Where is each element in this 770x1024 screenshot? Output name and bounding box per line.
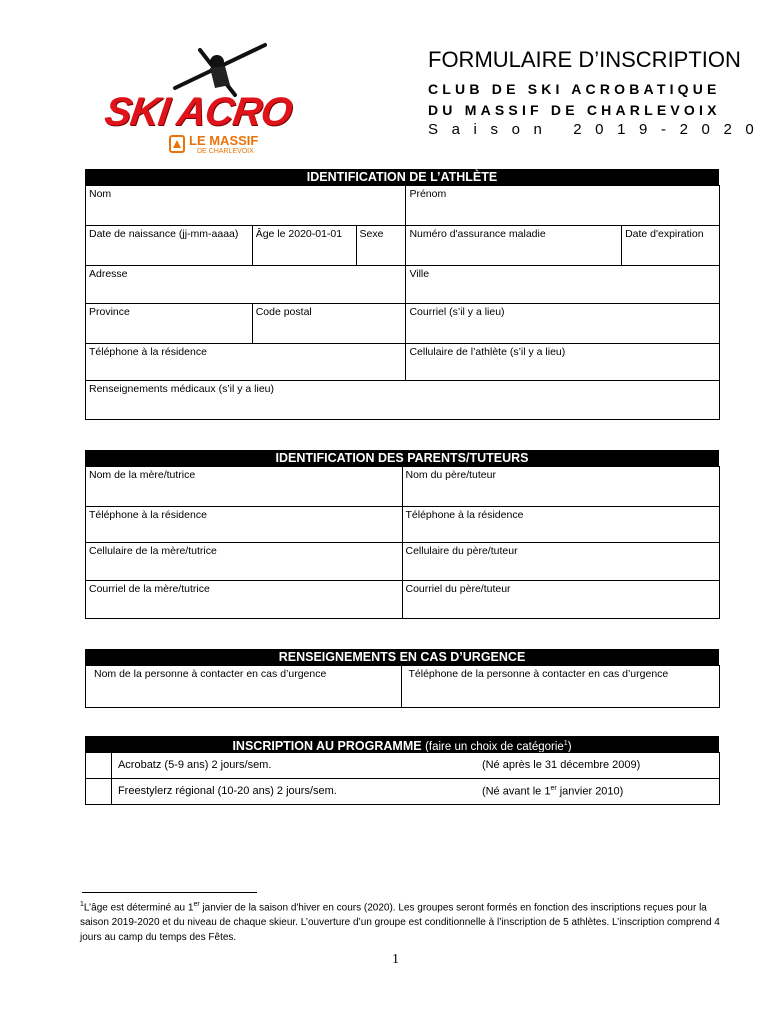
programme-note-acrobatz (482, 759, 640, 771)
sexe-field[interactable] (356, 226, 406, 266)
nom-mere-label: Nom de la mère/tutrice (89, 469, 196, 481)
courriel-mere-label: Courriel de la mère/tutrice (89, 583, 210, 595)
programme-checkbox-acrobatz[interactable] (86, 753, 112, 779)
province-field[interactable] (86, 304, 253, 344)
assurance-label: Numéro d'assurance maladie (409, 228, 546, 240)
cell-pere-field[interactable] (402, 543, 720, 581)
courriel-pere-label: Courriel du père/tuteur (405, 583, 511, 595)
programme-row-acrobatz (111, 753, 719, 779)
code-postal-field[interactable] (252, 304, 406, 344)
cell-mere-field[interactable] (86, 543, 403, 581)
urgence-section-heading: RENSEIGNEMENTS EN CAS D’URGENCE (85, 649, 719, 665)
age-label: Âge le 2020-01-01 (255, 228, 343, 240)
parents-table (85, 466, 720, 619)
date-naissance-label: Date de naissance (jj-mm-aaaa) (89, 228, 239, 240)
nom-pere-field[interactable] (402, 467, 720, 507)
expiration-field[interactable] (622, 226, 720, 266)
province-label: Province (89, 306, 130, 318)
tel-pere-label: Téléphone à la résidence (405, 509, 524, 521)
footnote-sup: er (193, 901, 200, 908)
athlete-table (85, 185, 720, 420)
programme-note-freestylerz-pre: (Né avant le 1 (481, 785, 551, 798)
urgence-nom-field[interactable] (86, 666, 402, 708)
nom-pere-label: Nom du père/tuteur (405, 469, 496, 481)
footnote-text-pre: L’âge est déterminé au 1 (83, 902, 194, 914)
logo-text: SKI ACRO (101, 90, 295, 134)
tel-residence-label: Téléphone à la résidence (89, 346, 207, 358)
assurance-field[interactable] (406, 226, 622, 266)
ville-label: Ville (409, 268, 430, 280)
programme-note-freestylerz-post: janvier 2010) (556, 785, 624, 798)
programme-section-heading (85, 736, 719, 752)
footnote-marker: 1 (80, 901, 84, 908)
athlete-section-heading: IDENTIFICATION DE L’ATHLÈTE (85, 169, 719, 185)
programme-table (85, 752, 720, 805)
medical-label: Renseignements médicaux (s’il y a lieu) (89, 383, 274, 395)
tel-residence-field[interactable] (86, 344, 406, 381)
courriel-pere-field[interactable] (402, 581, 720, 619)
sexe-label: Sexe (359, 228, 384, 240)
adresse-field[interactable] (86, 266, 406, 304)
cellulaire-field[interactable] (406, 344, 720, 381)
age-field[interactable] (252, 226, 356, 266)
cell-pere-label: Cellulaire du père/tuteur (405, 545, 518, 557)
programme-heading-sup: 1 (563, 740, 568, 747)
urgence-table (85, 665, 720, 708)
programme-heading-text: INSCRIPTION AU PROGRAMME (232, 738, 422, 753)
club-name-line1: CLUB DE SKI ACROBATIQUE (428, 81, 721, 97)
season: Saison 2019-2020 (428, 121, 768, 138)
expiration-label: Date d'expiration (625, 228, 704, 240)
courriel-label: Courriel (s’il y a lieu) (409, 306, 505, 318)
courriel-field[interactable] (406, 304, 720, 344)
programme-row-freestylerz (111, 779, 719, 805)
form-title: FORMULAIRE D’INSCRIPTION (428, 47, 741, 72)
programme-heading-sub-text: (faire un choix de catégorie (425, 740, 564, 753)
urgence-nom-label: Nom de la personne à contacter en cas d’urgence (94, 668, 327, 680)
cellulaire-label: Cellulaire de l’athlète (s’il y a lieu) (409, 346, 566, 358)
footnote-divider (82, 892, 257, 893)
nom-mere-field[interactable] (86, 467, 403, 507)
ville-field[interactable] (406, 266, 720, 304)
programme-note-freestylerz-sup: er (550, 785, 557, 792)
courriel-mere-field[interactable] (86, 581, 403, 619)
programme-note-acrobatz-text: (Né après le 31 décembre 2009) (481, 759, 641, 771)
adresse-label: Adresse (89, 268, 128, 280)
club-logo (101, 40, 315, 165)
programme-label-acrobatz: Acrobatz (5-9 ans) 2 jours/sem. (117, 759, 272, 771)
footnote (80, 897, 720, 945)
prenom-field[interactable] (406, 186, 720, 226)
logo-subtitle-2: DE CHARLEVOIX (197, 148, 254, 155)
parents-section-heading: IDENTIFICATION DES PARENTS/TUTEURS (85, 450, 719, 466)
urgence-tel-field[interactable] (402, 666, 720, 708)
nom-field[interactable] (86, 186, 406, 226)
tel-mere-label: Téléphone à la résidence (89, 509, 207, 521)
logo-subtitle: LE MASSIF (189, 133, 259, 148)
massif-icon (169, 135, 185, 153)
code-postal-label: Code postal (255, 306, 312, 318)
tel-mere-field[interactable] (86, 507, 403, 543)
programme-note-freestylerz (482, 785, 623, 798)
tel-pere-field[interactable] (402, 507, 720, 543)
footnote-text-post: janvier de la saison d'hiver en cours (2020). Les groupes seront formés en fonction des inscriptions reçues pour la saison 2019-2020 et du niveau de chaque skieur. L’ouverture d’un groupe est conditionnelle à l’inscription de 5 athlètes. L’inscription comprend 4 jours au camp du temps des Fêtes. (80, 902, 720, 944)
urgence-tel-label: Téléphone de la personne à contacter en cas d’urgence (408, 668, 669, 680)
nom-label: Nom (89, 188, 112, 200)
programme-label-freestylerz: Freestylerz régional (10-20 ans) 2 jours/sem. (117, 785, 337, 797)
page-number: 1 (392, 952, 399, 967)
programme-checkbox-freestylerz[interactable] (86, 779, 112, 805)
cell-mere-label: Cellulaire de la mère/tutrice (89, 545, 217, 557)
prenom-label: Prénom (409, 188, 447, 200)
programme-heading-end: ) (567, 740, 572, 753)
date-naissance-field[interactable] (86, 226, 253, 266)
medical-field[interactable] (86, 381, 720, 420)
club-name-line2: DU MASSIF DE CHARLEVOIX (428, 102, 721, 118)
